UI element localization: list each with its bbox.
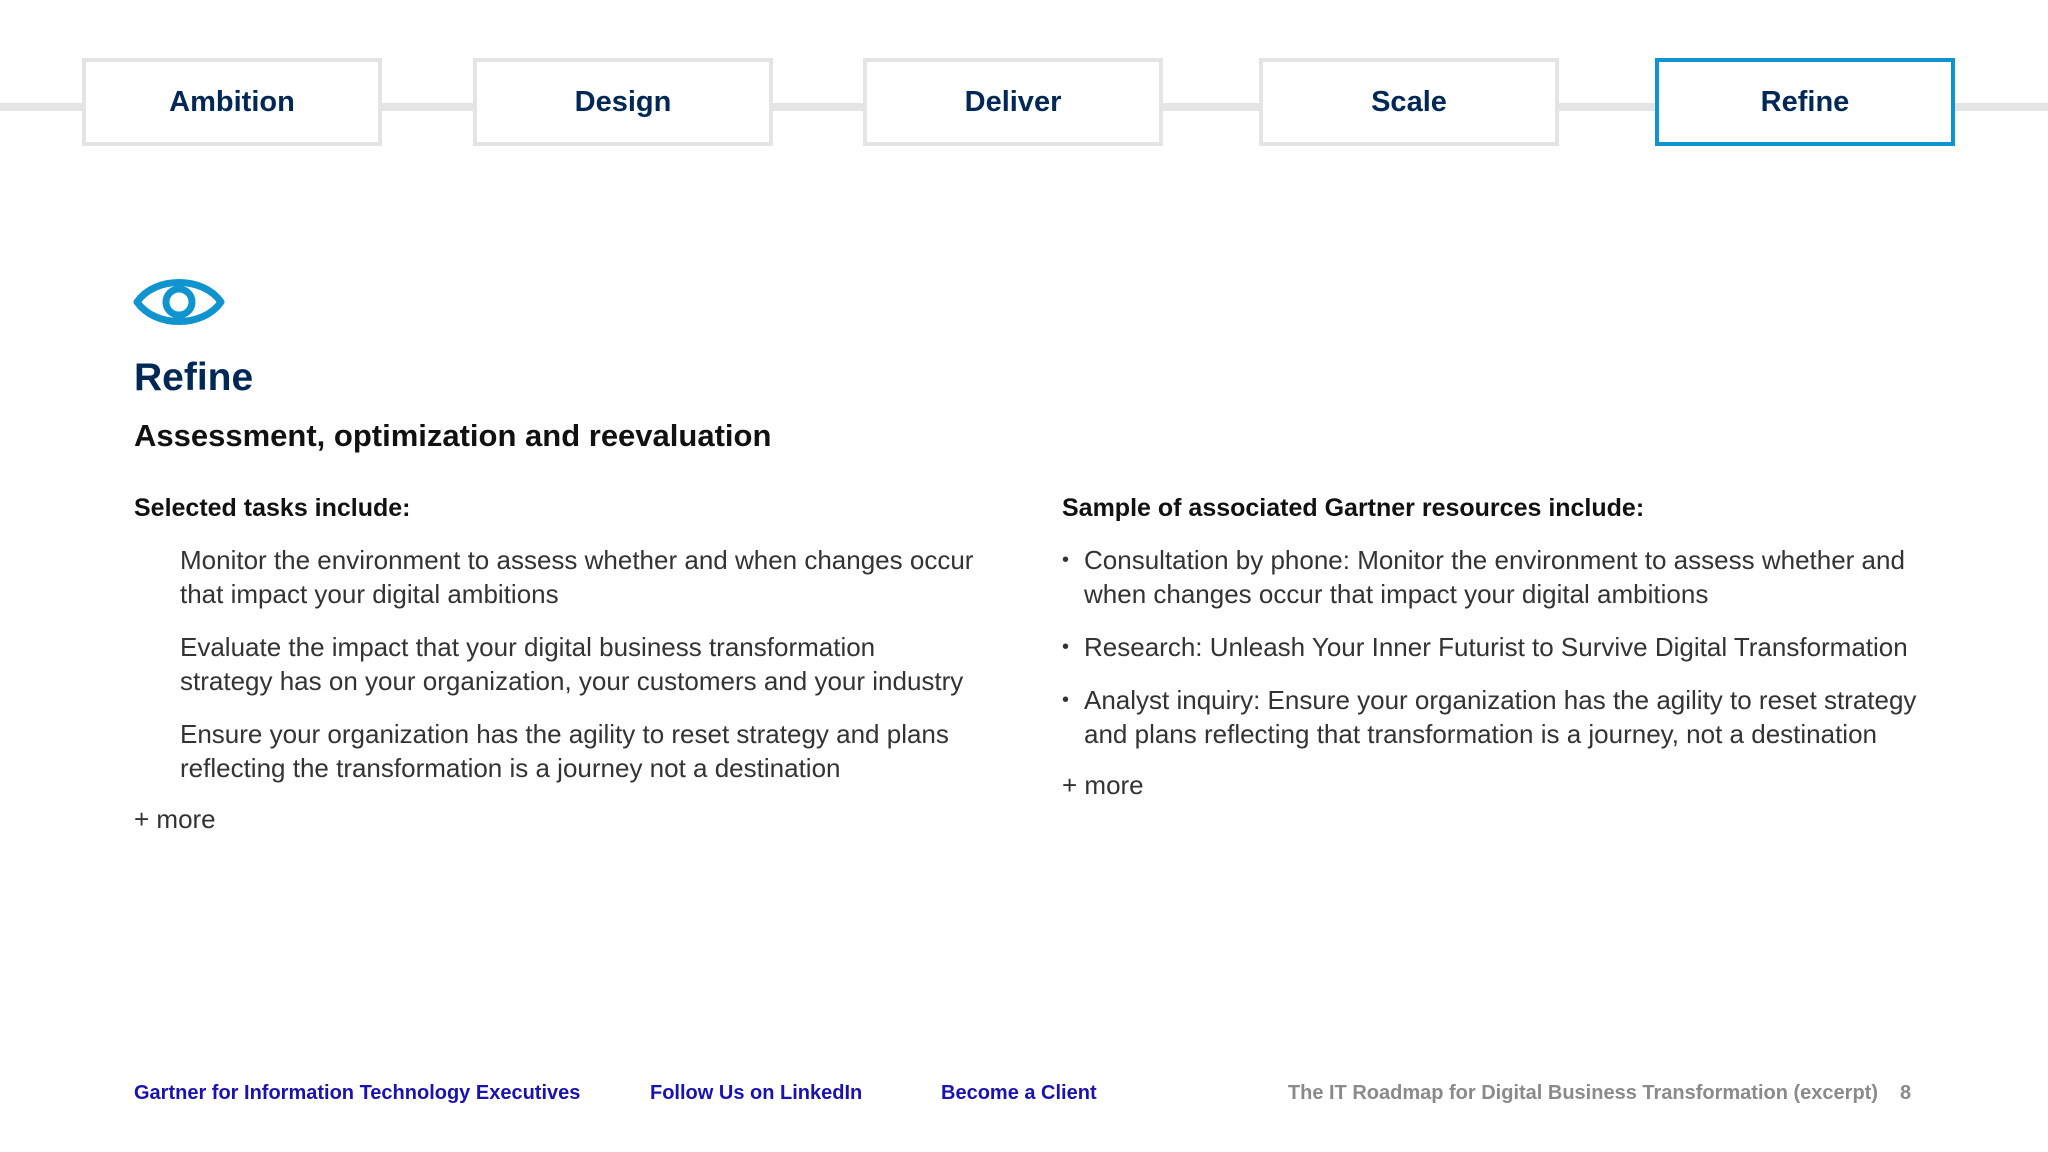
footer-link-become-client[interactable]: Become a Client [941,1082,1097,1104]
resources-list [1062,543,1942,751]
step-design[interactable]: Design [473,58,773,146]
task-item: Monitor the environment to assess whether and when changes occur that impact your digital ambitions [180,545,974,609]
task-item: Evaluate the impact that your digital business transformation strategy has on your organization, your customers and your industry [180,632,964,696]
phase-stepper [0,58,2048,158]
resource-text: Research: Unleash Your Inner Futurist to Survive Digital Transformation [1084,632,1908,662]
bullet-icon: • [1062,549,1070,571]
resources-column [1062,494,1942,801]
bullet-icon: • [1062,689,1070,711]
step-refine[interactable]: Refine [1655,58,1955,146]
tasks-heading: Selected tasks include: [134,494,411,522]
task-item: Ensure your organization has the agility to reset strategy and plans reflecting the transformation is a journey not a destination [180,719,949,783]
section-title: Refine [134,356,254,399]
bullet-icon: • [1062,636,1070,658]
step-ambition[interactable]: Ambition [82,58,382,146]
page-number: 8 [1900,1082,1912,1104]
footer-link-linkedin[interactable]: Follow Us on LinkedIn [650,1082,863,1104]
resource-item [1062,543,1942,611]
tasks-column [134,494,974,835]
resource-item [1062,630,1942,664]
resource-item [1062,683,1942,751]
resources-heading: Sample of associated Gartner resources include: [1062,494,1645,522]
step-scale[interactable]: Scale [1259,58,1559,146]
footer [0,1082,2048,1108]
step-deliver[interactable]: Deliver [863,58,1163,146]
tasks-list [134,543,974,785]
section-subtitle: Assessment, optimization and reevaluation [134,418,772,453]
resources-more-link[interactable]: + more [1062,770,1144,800]
resource-text: Analyst inquiry: Ensure your organization has the agility to reset strategy and plans reflecting that transformation is a journey, not a destination [1084,685,1917,749]
eye-icon [133,272,225,332]
footer-doc-title: The IT Roadmap for Digital Business Transformation (excerpt) [1287,1082,1878,1104]
footer-link-gartner-it[interactable]: Gartner for Information Technology Executives [134,1082,581,1104]
resource-text: Consultation by phone: Monitor the environment to assess whether and when changes occur that impact your digital ambitions [1084,545,1905,609]
tasks-more-link[interactable]: + more [134,804,216,834]
